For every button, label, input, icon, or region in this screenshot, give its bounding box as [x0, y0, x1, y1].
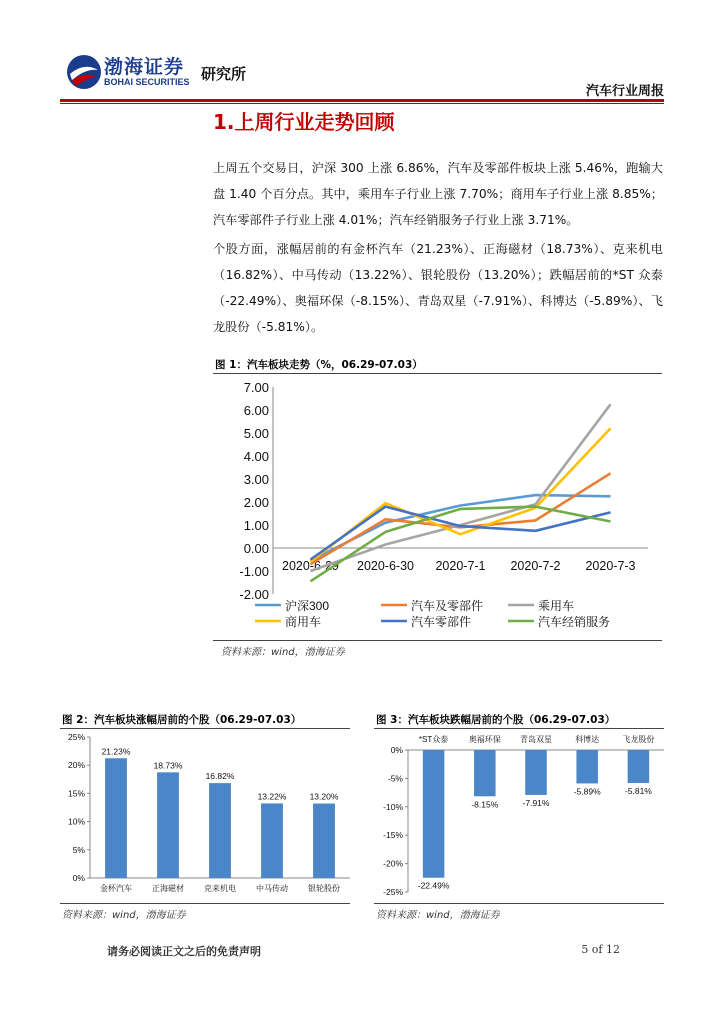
bar — [313, 804, 335, 878]
report-type: 汽车行业周报 — [585, 84, 664, 99]
y-tick-label: 10% — [67, 816, 85, 827]
figure2-source: 资料来源：wind，渤海证券 — [62, 910, 186, 921]
paragraph-index-review: 上周五个交易日，沪深 300 上涨 6.86%，汽车及零部件板块上涨 5.46%，跑输大盘 1.40 个百分点。其中，乘用车子行业上涨 7.70%；商用车子行业上涨 8.85%；汽车零部件子行业上涨 4.01%；汽车经销服务子行业上涨 3.71%。 — [213, 161, 663, 227]
bar-value-label: 18.73% — [153, 760, 183, 771]
bar-value-label: 16.82% — [205, 771, 235, 782]
y-tick-label: -5% — [387, 773, 403, 784]
bar — [261, 803, 283, 878]
page-header — [0, 0, 724, 104]
y-tick-label: 4.00 — [243, 449, 269, 464]
category-label: 奥福环保 — [468, 735, 501, 744]
bohai-logo-icon — [66, 54, 102, 90]
x-tick-label: 2020-7-2 — [510, 559, 561, 573]
series-line — [311, 404, 611, 571]
bar-value-label: -5.81% — [624, 786, 652, 797]
figure3-bottom-rule — [374, 903, 664, 904]
bar — [423, 750, 445, 878]
line-chart-sector-trend — [213, 376, 662, 638]
page-number: 5 of 12 — [581, 943, 620, 956]
y-tick-label: 5% — [72, 844, 85, 855]
bar-value-label: 13.20% — [309, 791, 339, 802]
legend-label: 汽车及零部件 — [411, 599, 484, 613]
logo-chinese-name: 渤海证券 — [104, 56, 185, 78]
y-tick-label: 5.00 — [243, 426, 269, 441]
category-label: 银轮股份 — [308, 884, 340, 893]
footer-disclaimer: 请务必阅读正文之后的免责声明 — [107, 945, 261, 958]
bar-value-label: 13.22% — [257, 791, 287, 802]
bar — [576, 750, 598, 783]
figure2-top-rule — [60, 728, 350, 729]
legend-label: 汽车经销服务 — [538, 615, 611, 629]
y-tick-label: 7.00 — [243, 380, 269, 395]
y-tick-label: 25% — [67, 732, 85, 742]
bar — [474, 750, 496, 796]
category-label: 中马传动 — [256, 884, 288, 893]
y-tick-label: 3.00 — [243, 472, 269, 487]
legend-label: 沪深300 — [285, 599, 330, 613]
bar — [628, 750, 650, 783]
category-label: 青岛双星 — [520, 735, 552, 744]
x-tick-label: 2020-6-30 — [357, 559, 414, 573]
y-tick-label: -15% — [383, 830, 403, 841]
x-tick-label: 2020-7-3 — [585, 559, 636, 573]
figure1-source: 资料来源：wind，渤海证券 — [221, 647, 345, 658]
figure1-caption: 图 1：汽车板块走势（%，06.29-07.03） — [215, 359, 423, 371]
y-tick-label: -2.00 — [239, 587, 269, 602]
bar-value-label: -5.89% — [573, 786, 601, 797]
bar-value-label: -8.15% — [471, 799, 499, 810]
header-divider-thin — [60, 103, 664, 104]
bar-value-label: -22.49% — [417, 880, 450, 891]
y-tick-label: 20% — [67, 760, 85, 771]
header-divider — [60, 99, 664, 102]
y-tick-label: 0% — [72, 873, 85, 883]
bar-chart-top-gainers — [60, 730, 350, 902]
y-tick-label: -1.00 — [239, 564, 269, 579]
y-tick-label: 15% — [67, 788, 85, 799]
x-tick-label: 2020-6-29 — [282, 559, 339, 573]
x-tick-label: 2020-7-1 — [435, 559, 486, 573]
y-tick-label: 0% — [390, 745, 403, 755]
y-tick-label: 2.00 — [243, 495, 269, 510]
category-label: 科博达 — [575, 735, 600, 744]
bar — [209, 783, 231, 878]
legend-label: 商用车 — [285, 615, 322, 629]
bar — [105, 758, 127, 878]
category-label: 克来机电 — [204, 884, 236, 893]
paragraph-stock-review: 个股方面，涨幅居前的有金杯汽车（21.23%）、正海磁材（18.73%）、克来机电（16.82%）、中马传动（13.22%）、银轮股份（13.20%）；跌幅居前的*ST 众泰（-22.49%）、奥福环保（-8.15%）、青岛双星（-7.91%）、科博达（-5.89%）、飞龙股份（-5.81%）。 — [213, 242, 663, 334]
y-tick-label: -20% — [383, 858, 403, 869]
legend-label: 汽车零部件 — [411, 615, 472, 629]
category-label: 金杯汽车 — [100, 884, 132, 893]
y-tick-label: 6.00 — [243, 403, 269, 418]
category-label: *ST众泰 — [418, 735, 449, 744]
bar-value-label: -7.91% — [522, 797, 550, 808]
figure3-top-rule — [374, 728, 664, 729]
category-label: 正海磁材 — [152, 884, 184, 893]
y-tick-label: -10% — [383, 801, 403, 812]
logo-english-name: BOHAI SECURITIES — [104, 77, 190, 87]
section-title: 1.上周行业走势回顾 — [213, 110, 395, 134]
y-tick-label: -25% — [383, 887, 403, 897]
figure1-bottom-rule — [213, 640, 662, 641]
figure3-caption: 图 3：汽车板块跌幅居前的个股（06.29-07.03） — [376, 714, 616, 726]
bar-value-label: 21.23% — [101, 746, 131, 757]
y-tick-label: 1.00 — [243, 518, 269, 533]
y-tick-label: 0.00 — [243, 541, 269, 556]
figure2-bottom-rule — [60, 903, 350, 904]
category-label: 飞龙股份 — [622, 735, 655, 744]
legend-label: 乘用车 — [538, 599, 575, 613]
bar — [157, 772, 179, 878]
figure1-top-rule — [213, 373, 662, 374]
figure3-source: 资料来源：wind，渤海证券 — [376, 910, 500, 921]
bar-chart-top-losers — [374, 730, 664, 902]
figure2-caption: 图 2：汽车板块涨幅居前的个股（06.29-07.03） — [62, 714, 302, 726]
bar — [525, 750, 547, 795]
institute-label: 研究所 — [201, 65, 247, 83]
